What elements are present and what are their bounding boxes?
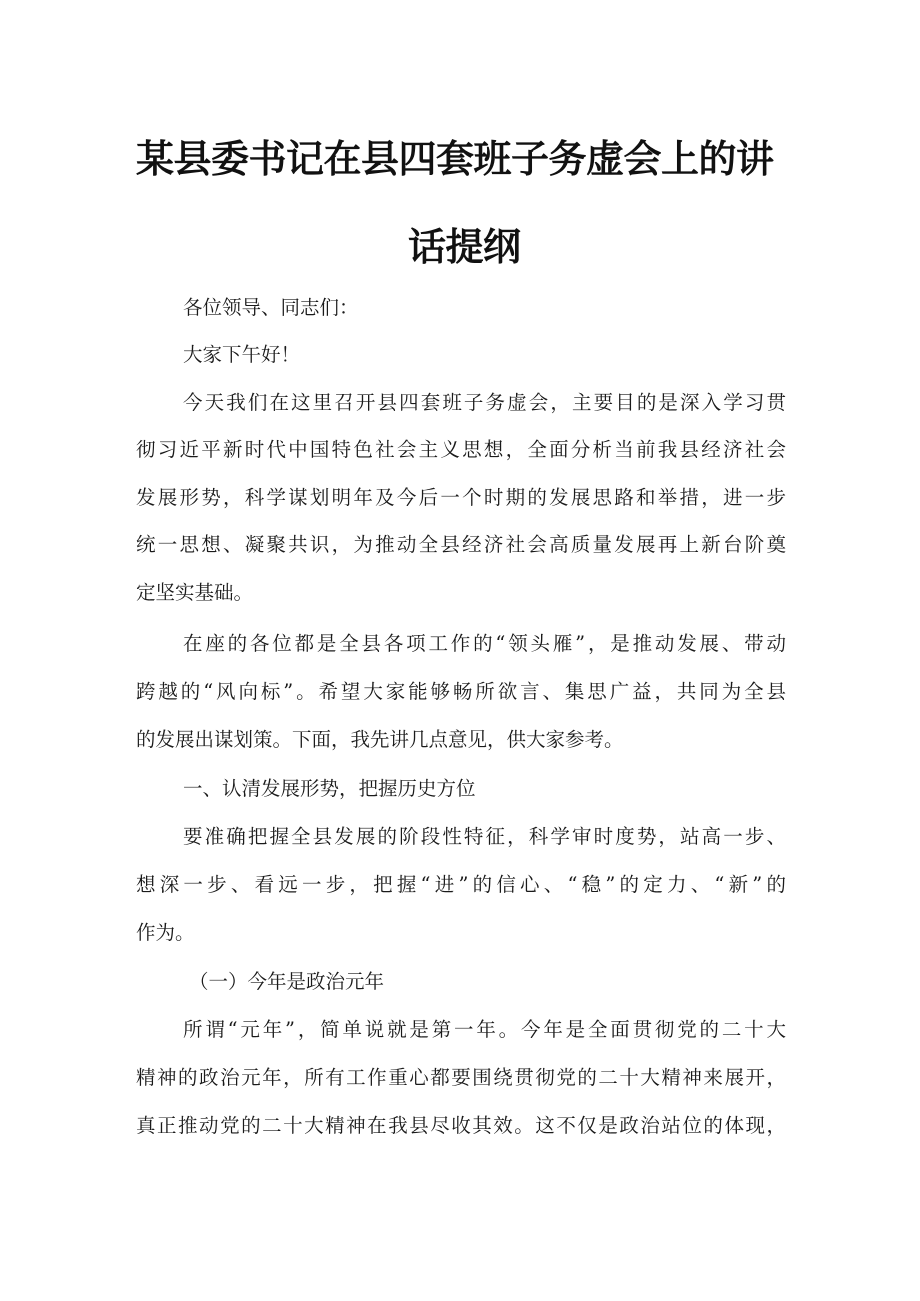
paragraph-line: 精神的政治元年，所有工作重心都要围绕贯彻党的二十大精神来展开， (136, 1066, 786, 1089)
paragraph-line: 作为。 (136, 921, 195, 944)
salutation: 各位领导、同志们： (183, 296, 359, 319)
paragraph-line: 今天我们在这里召开县四套班子务虚会，主要目的是深入学习贯 (183, 391, 786, 414)
section-heading: 一、认清发展形势，把握历史方位 (183, 777, 476, 800)
paragraph-line: 所谓“元年”，简单说就是第一年。今年是全面贯彻党的二十大 (183, 1018, 786, 1041)
paragraph-line: 要准确把握全县发展的阶段性特征，科学审时度势，站高一步、 (183, 825, 786, 848)
paragraph-line: 想深一步、看远一步，把握“进”的信心、“稳”的定力、“新”的 (136, 873, 786, 896)
paragraph-line: 彻习近平新时代中国特色社会主义思想，全面分析当前我县经济社会 (136, 438, 786, 461)
subsection-heading: （一）今年是政治元年 (189, 970, 385, 993)
paragraph-line: 定坚实基础。 (136, 581, 254, 604)
paragraph-line: 跨越的“风向标”。希望大家能够畅所欲言、集思广益，共同为全县 (136, 680, 786, 703)
paragraph-line: 的发展出谋划策。下面，我先讲几点意见，供大家参考。 (136, 728, 624, 751)
paragraph-line: 在座的各位都是全县各项工作的“领头雁”，是推动发展、带动 (183, 632, 786, 655)
paragraph-line: 统一思想、凝聚共识，为推动全县经济社会高质量发展再上新台阶奠 (136, 533, 786, 556)
paragraph-line: 真正推动党的二十大精神在我县尽收其效。这不仅是政治站位的体现， (136, 1114, 786, 1137)
document-title-line-1: 某县委书记在县四套班子务虚会上的讲 (136, 137, 774, 181)
document-title-line-2: 话提纲 (408, 225, 521, 269)
greeting: 大家下午好！ (183, 343, 301, 366)
paragraph-line: 发展形势，科学谋划明年及今后一个时期的发展思路和举措，进一步 (136, 486, 786, 509)
